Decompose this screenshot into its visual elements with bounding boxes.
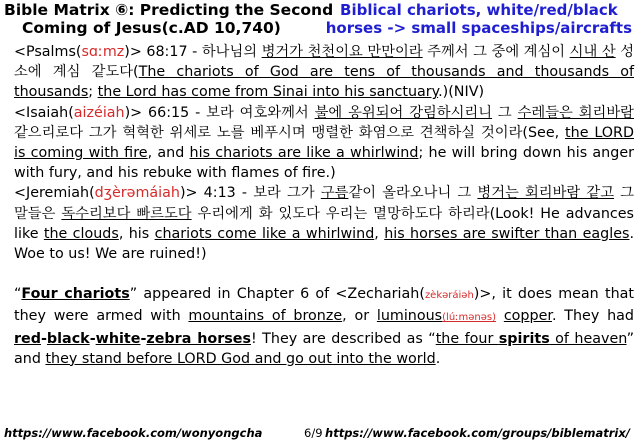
isaiah-english-4: his chariots are like a whirlwind — [189, 145, 419, 162]
title-line-1: Bible Matrix ⑥: Predicting the Second — [4, 1, 334, 19]
conclusion-text-4: . They had — [551, 308, 634, 325]
psalms-ref-open: <Psalms( — [14, 44, 82, 60]
jeremiah-korean-5: 독수리보다 빠르도다 — [61, 205, 192, 222]
conclusion-text-7: . — [435, 350, 441, 367]
jeremiah-english-4: chariots come like a whirlwind — [154, 225, 375, 242]
slide-title — [4, 1, 333, 37]
jeremiah-english-6: his horses are swifter than eagles — [384, 225, 630, 242]
isaiah-korean-3: 수레들은 회리바람 — [517, 104, 634, 121]
jeremiah-english-3: , his — [118, 225, 155, 242]
isaiah-ref-open: <Isaiah( — [14, 104, 74, 121]
isaiah-english-2: the LORD is coming with fire — [14, 124, 634, 162]
jeremiah-paragraph — [0, 183, 634, 264]
paragraph-gap — [0, 264, 634, 284]
psalms-english-5: .)(NIV) — [438, 84, 485, 101]
subtitle-line-1: Biblical chariots, white/red/black — [340, 1, 618, 19]
isaiah-english-3: , and — [147, 145, 190, 162]
isaiah-ref-close: )> 66:15 - 보라 여호와께서 — [124, 104, 315, 121]
conclusion-text-2: )>, it does mean that they were armed with — [14, 286, 634, 325]
psalms-korean-5: 성소에 계심 같도다 — [14, 44, 635, 81]
psalms-english-4: the Lord has come from Sinai into his sanctuary — [97, 84, 439, 101]
jeremiah-korean-1: 구름 — [320, 185, 349, 202]
psalms-korean-4: 시내 산 — [569, 44, 616, 60]
conclusion-paragraph — [0, 284, 634, 369]
conclusion-text-6: ” and — [14, 330, 634, 367]
psalms-korean-1: 하나님의 — [201, 44, 262, 60]
psalms-ipa: sɑːmz — [81, 44, 125, 60]
four-chariots-term: Four chariots — [21, 286, 130, 303]
horse-red: red — [14, 330, 41, 347]
jeremiah-korean-4: 그 말들은 — [14, 185, 635, 222]
jeremiah-korean-3: 병거는 회리바람 같고 — [477, 185, 615, 202]
psalms-english-1: ( — [133, 64, 139, 81]
slide-footer — [0, 424, 638, 442]
psalms-english-2: The chariots of God are tens of thousands and thousands of thousands — [14, 64, 634, 101]
isaiah-korean-4: 같으리로다 그가 혁혁한 위세로 노를 베푸시며 맹렬한 화염으로 견책하실 것이라 — [14, 124, 523, 141]
horse-black: black — [46, 330, 90, 347]
isaiah-korean-2: 그 — [492, 104, 518, 121]
jeremiah-ipa: dʒèrəmáiah — [94, 185, 180, 202]
mountains-of-bronze: mountains of bronze — [188, 308, 343, 325]
conclusion-quote-open: “ — [14, 286, 22, 303]
footer-left-link[interactable]: https://www.facebook.com/wonyongcha — [4, 426, 263, 440]
isaiah-paragraph — [0, 103, 634, 184]
psalms-ref-close: )> 68:17 - — [124, 44, 202, 60]
jeremiah-english-5: , — [374, 225, 385, 242]
isaiah-english-5: ; he will bring down his anger with fury, and his rebuke with flames of fire.) — [14, 145, 634, 182]
luminous-ipa: (lúːmənəs) — [442, 312, 497, 324]
jeremiah-ref-close: )> 4:13 - 보라 그가 — [179, 185, 321, 202]
zechariah-ipa: zèkəráiəh — [424, 290, 474, 302]
jeremiah-english-1: (Look! He advances like — [14, 205, 635, 242]
jeremiah-korean-2: 같이 올라오나니 그 — [348, 185, 478, 202]
isaiah-ipa: aizéiah — [73, 104, 125, 121]
luminous-term: luminous — [376, 308, 443, 325]
four-spirits-a: the four — [435, 330, 499, 347]
slide-body — [0, 42, 634, 369]
jeremiah-ref-open: <Jeremiah( — [14, 185, 95, 202]
conclusion-text-3: , or — [342, 308, 377, 325]
dash-1: - — [40, 330, 47, 347]
isaiah-english-1: (See, — [522, 124, 566, 141]
subtitle-line-2: horses -> small spaceships/aircrafts — [325, 19, 632, 37]
four-spirits-b: of heaven — [549, 330, 627, 347]
horse-zebra: zebra horses — [146, 330, 251, 347]
copper-term: copper — [503, 308, 552, 325]
slide-header — [0, 0, 638, 40]
dash-3: - — [140, 330, 147, 347]
jeremiah-english-2: the clouds — [43, 225, 119, 242]
horse-white: white — [95, 330, 141, 347]
psalms-english-3: ; — [88, 84, 98, 101]
page-number: 6/9 — [304, 426, 323, 440]
dash-2: - — [89, 330, 96, 347]
conclusion-text-5: ! They are described as “ — [250, 330, 436, 347]
psalms-korean-2: 병거가 천천이요 만만이라 — [261, 44, 423, 60]
title-line-2: Coming of Jesus(c.AD 10,740) — [22, 19, 281, 37]
psalms-paragraph — [0, 42, 634, 103]
conclusion-text-1: ” appeared in Chapter 6 of <Zechariah( — [129, 286, 425, 303]
slide-subtitle — [326, 1, 632, 37]
footer-right-link[interactable]: https://www.facebook.com/groups/biblematrix/ — [325, 426, 630, 440]
spirits-term: spirits — [498, 330, 550, 347]
jeremiah-korean-6: 우리에게 화 있도다 우리는 멸망하도다 하리라 — [191, 205, 490, 222]
stand-before-lord: they stand before LORD God and go out into the world — [45, 350, 436, 367]
psalms-korean-3: 주께서 그 중에 계심이 — [422, 44, 570, 60]
jeremiah-english-7: . Woe to us! We are ruined!) — [14, 225, 634, 263]
isaiah-korean-1: 불에 옹위되어 강림하시리니 — [314, 104, 493, 121]
